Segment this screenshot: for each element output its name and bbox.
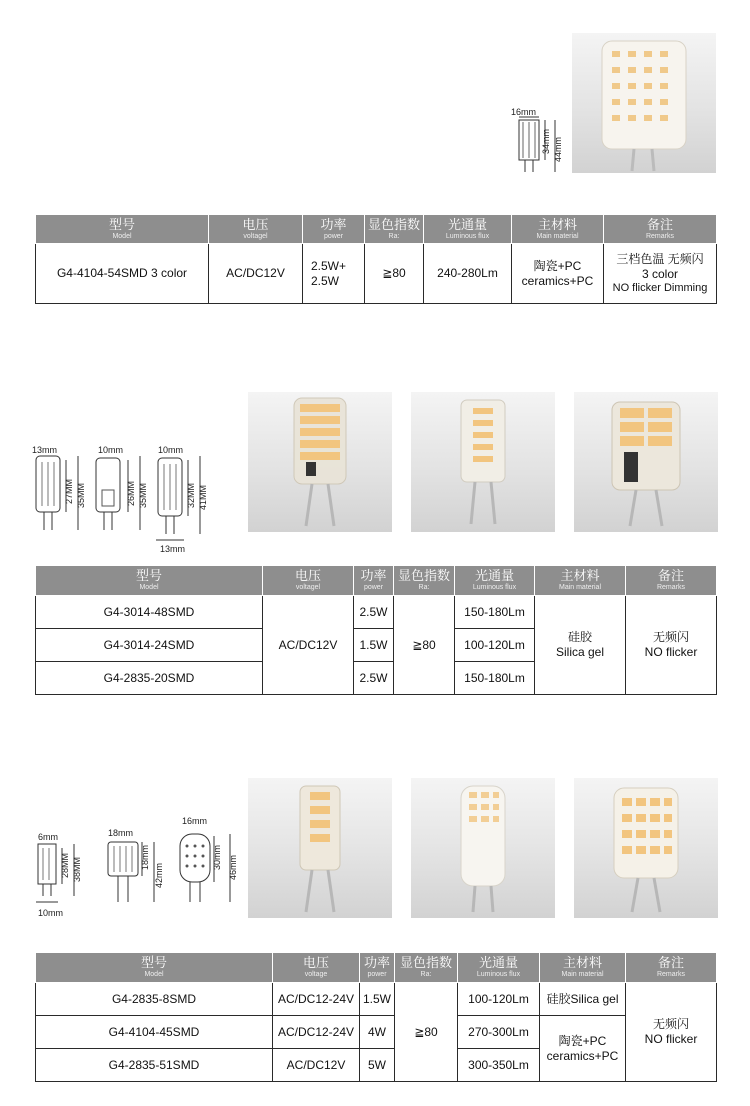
- col-ra: 显色指数 Ra:: [395, 953, 458, 983]
- cell-voltage: AC/DC12V: [209, 244, 303, 304]
- col-flux: 光通量 Luminous flux: [455, 566, 535, 596]
- dim-height: 44mm: [553, 136, 563, 162]
- cell-ra: ≧80: [394, 596, 455, 695]
- dim-inner: 34mm: [541, 128, 551, 154]
- table-header-row: [36, 566, 717, 596]
- cell-model: G4-2835-20SMD: [36, 662, 263, 695]
- dim-width: 16mm: [511, 107, 537, 117]
- cell-voltage: AC/DC12-24V: [273, 1016, 360, 1049]
- col-power: 功率 power: [303, 215, 365, 244]
- dimension-drawing-1: [505, 108, 575, 178]
- col-remarks: 备注 Remarks: [626, 566, 717, 596]
- col-model: 型号 Model: [36, 953, 273, 983]
- col-voltage: 电压 voltage: [273, 953, 360, 983]
- dim-d2-width: 18mm: [108, 828, 134, 838]
- col-flux: 光通量 Luminous flux: [458, 953, 540, 983]
- dim-d1-bottom: 10mm: [38, 908, 64, 918]
- cell-flux: 270-300Lm: [458, 1016, 540, 1049]
- cell-remarks: 无频闪 NO flicker: [626, 983, 717, 1082]
- dimension-drawing-2: [30, 444, 230, 556]
- spec-table-2: [35, 565, 717, 695]
- dim-d1-width: 13mm: [32, 445, 58, 455]
- cell-power: 2.5W+ 2.5W: [303, 244, 365, 304]
- col-voltage: 电压 voltagel: [209, 215, 303, 244]
- cell-ra: ≧80: [365, 244, 424, 304]
- col-ra: 显色指数 Ra:: [365, 215, 424, 244]
- dim-d3-h1: 30mm: [212, 844, 222, 870]
- dim-d2-h2: 35MM: [138, 482, 148, 508]
- table-row: [36, 1016, 717, 1049]
- col-remarks: 备注 Remarks: [626, 953, 717, 983]
- cell-power: 2.5W: [354, 662, 394, 695]
- cell-power: 5W: [360, 1049, 395, 1082]
- cell-model: G4-2835-8SMD: [36, 983, 273, 1016]
- dim-d2-h2: 42mm: [154, 862, 164, 888]
- cell-ra: ≧80: [395, 983, 458, 1082]
- cell-material: 陶瓷+PC ceramics+PC: [540, 1016, 626, 1082]
- table-header-row: [36, 953, 717, 983]
- table-row: [36, 244, 717, 304]
- col-material: 主材料 Main material: [512, 215, 604, 244]
- col-material: 主材料 Main material: [540, 953, 626, 983]
- product-photo-2835-51smd: [574, 778, 718, 918]
- col-flux: 光通量 Luminous flux: [424, 215, 512, 244]
- cell-material: 陶瓷+PC ceramics+PC: [512, 244, 604, 304]
- cell-power: 1.5W: [354, 629, 394, 662]
- cell-remarks: 三档色温 无频闪 3 color NO flicker Dimming: [604, 244, 717, 304]
- dim-d2-width: 10mm: [98, 445, 124, 455]
- cell-power: 1.5W: [360, 983, 395, 1016]
- cell-model: G4-3014-48SMD: [36, 596, 263, 629]
- dim-d1-h1: 27MM: [64, 478, 74, 504]
- cell-flux: 150-180Lm: [455, 596, 535, 629]
- col-ra: 显色指数 Ra:: [394, 566, 455, 596]
- cell-power: 4W: [360, 1016, 395, 1049]
- product-photo-3014-24smd: [411, 392, 555, 532]
- dim-d3-h1: 32MM: [186, 482, 196, 508]
- col-material: 主材料 Main material: [535, 566, 626, 596]
- col-model: 型号 Model: [36, 566, 263, 596]
- dim-d1-width: 6mm: [38, 832, 58, 842]
- cell-flux: 100-120Lm: [458, 983, 540, 1016]
- dimension-drawing-3: [30, 812, 245, 922]
- cell-material: 硅胶Silica gel: [540, 983, 626, 1016]
- dim-d3-width: 16mm: [182, 816, 208, 826]
- col-model: 型号 Model: [36, 215, 209, 244]
- dim-d1-h1: 28MM: [60, 852, 70, 878]
- dim-d3-bottom: 13mm: [160, 544, 186, 554]
- table-row: [36, 983, 717, 1016]
- dim-d3-h2: 41MM: [198, 484, 208, 510]
- col-power: 功率 power: [360, 953, 395, 983]
- product-photo-3014-48smd: [248, 392, 392, 532]
- cell-voltage: AC/DC12V: [273, 1049, 360, 1082]
- cell-material: 硅胶 Silica gel: [535, 596, 626, 695]
- cell-model: G4-2835-51SMD: [36, 1049, 273, 1082]
- dim-d2-h1: 26MM: [126, 480, 136, 506]
- cell-model: G4-3014-24SMD: [36, 629, 263, 662]
- cell-voltage: AC/DC12V: [263, 596, 354, 695]
- cell-flux: 100-120Lm: [455, 629, 535, 662]
- dim-d1-h2: 35MM: [76, 482, 86, 508]
- col-power: 功率 power: [354, 566, 394, 596]
- col-voltage: 电压 voltagel: [263, 566, 354, 596]
- dim-d2-h1: 18mm: [140, 844, 150, 870]
- spec-table-3: [35, 952, 717, 1082]
- g4-ceramic-bulb-image: [572, 33, 716, 173]
- col-remarks: 备注 Remarks: [604, 215, 717, 244]
- table-row: [36, 596, 717, 629]
- cell-voltage: AC/DC12-24V: [273, 983, 360, 1016]
- cell-model: G4-4104-45SMD: [36, 1016, 273, 1049]
- dim-d1-h2: 38MM: [72, 856, 82, 882]
- product-photo-2835-20smd: [574, 392, 718, 532]
- cell-flux: 300-350Lm: [458, 1049, 540, 1082]
- cell-flux: 240-280Lm: [424, 244, 512, 304]
- table-header-row: [36, 215, 717, 244]
- product-photo-4104-54smd: [572, 33, 716, 173]
- cell-flux: 150-180Lm: [455, 662, 535, 695]
- product-photo-4104-45smd: [411, 778, 555, 918]
- dim-d3-h2: 46mm: [228, 854, 238, 880]
- dim-d3-width: 10mm: [158, 445, 184, 455]
- spec-table-1: [35, 214, 717, 304]
- cell-remarks: 无频闪 NO flicker: [626, 596, 717, 695]
- cell-power: 2.5W: [354, 596, 394, 629]
- product-photo-2835-8smd: [248, 778, 392, 918]
- cell-model: G4-4104-54SMD 3 color: [36, 244, 209, 304]
